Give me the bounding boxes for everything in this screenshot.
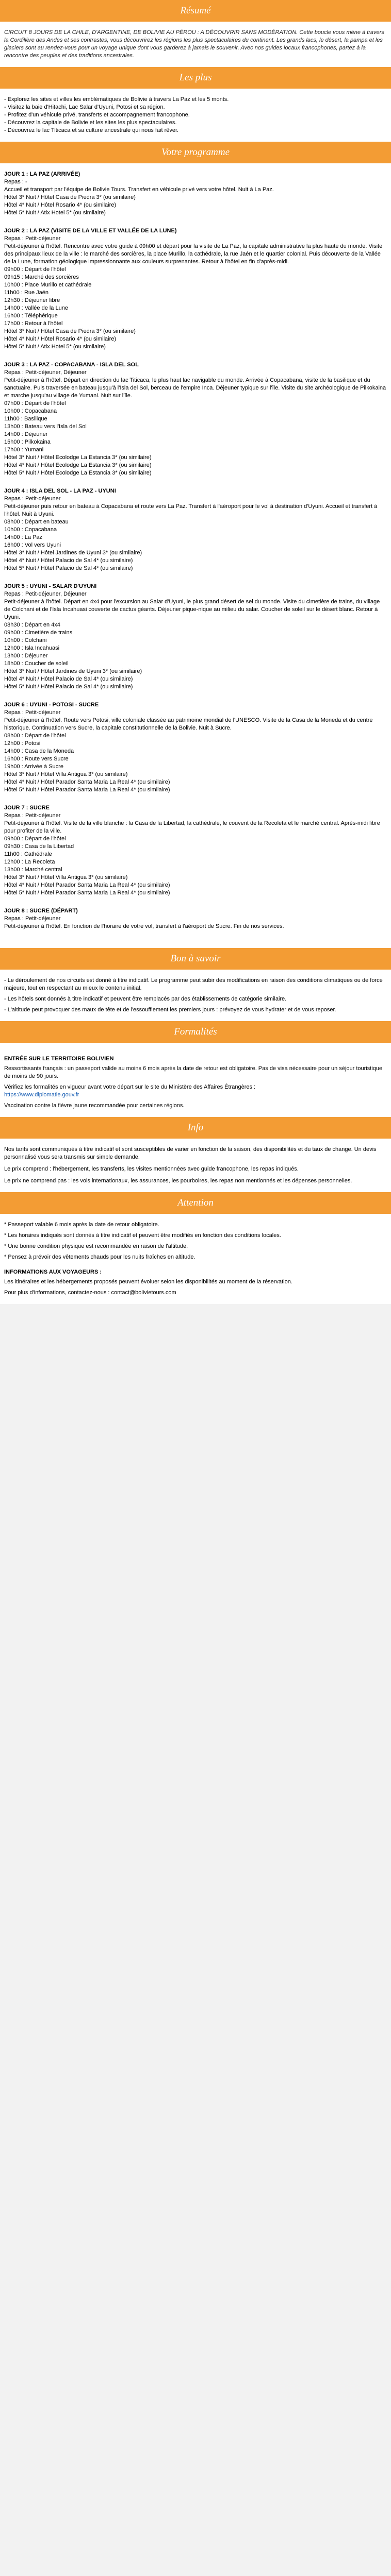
day-line: Repas : Petit-déjeuner [4, 916, 61, 922]
day-line: Accueil et transport par l'équipe de Bolivie Tours. Transfert en véhicule privé vers votre hôtel. Nuit à La Paz. [4, 187, 274, 193]
day-line: Hôtel 4* Nuit / Hôtel Parador Santa Maria La Real 4* (ou similaire) [4, 882, 170, 888]
attention-line: Pour plus d'informations, contactez-nous : contact@bolivietours.com [4, 1290, 176, 1296]
day-body [4, 590, 387, 691]
bon-line: - L'altitude peut provoquer des maux de tête et de l'essoufflement les premiers jours : prévoyez de vous hydrater et de vous reposer. [4, 1007, 336, 1013]
day-line: Hôtel 4* Nuit / Hôtel Rosario 4* (ou similaire) [4, 336, 117, 342]
day-line: 13h00 : Marché central [4, 867, 62, 873]
day-body [4, 178, 387, 217]
day-line: Petit-déjeuner à l'hôtel. Route vers Potosi, ville coloniale classée au patrimoine mondial de l'UNESCO. Visite de la Casa de la Moneda et du centre historique. Continuation vers Sucre, la capitale constitutionnelle de la Bolivie. Nuit à Sucre. [4, 717, 373, 731]
attention-line: * Passeport valable 6 mois après la date de retour obligatoire. [4, 1222, 159, 1228]
day-line: Petit-déjeuner puis retour en bateau à Copacabana et route vers La Paz. Transfert à l'aéroport pour le vol à destination d'Uyuni. Accueil et transfert à l'hôtel. Nuit à Uyuni. [4, 503, 378, 517]
day-body [4, 495, 387, 572]
day-body [4, 812, 387, 897]
day-line: Repas : Petit-déjeuner [4, 812, 61, 819]
day-line: 14h00 : La Paz [4, 534, 43, 540]
info-line: Le prix ne comprend pas : les vols internationaux, les assurances, les pourboires, les repas non mentionnés et les dépenses personnelles. [4, 1178, 352, 1184]
attention-line: * Les horaires indiqués sont donnés à titre indicatif et peuvent être modifiés en fonction des conditions locales. [4, 1232, 281, 1239]
section-header-resume: Résumé [0, 0, 391, 22]
day-line: Hôtel 4* Nuit / Hôtel Ecolodge La Estancia 3* (ou similaire) [4, 462, 152, 468]
day-line: Hôtel 3* Nuit / Hôtel Villa Antigua 3* (ou similaire) [4, 771, 128, 777]
formalites-line: Vaccination contre la fièvre jaune recommandée pour certaines régions. [4, 1103, 185, 1109]
bon-line: - Les hôtels sont donnés à titre indicatif et peuvent être remplacés par des établissements de catégorie similaire. [4, 996, 287, 1002]
day-title: JOUR 3 : LA PAZ - COPACABANA - ISLA DEL SOL [4, 362, 139, 368]
day-line: 13h00 : Bateau vers l'Isla del Sol [4, 423, 87, 430]
day-line: 17h00 : Retour à l'hôtel [4, 320, 63, 327]
day-line: Petit-déjeuner à l'hôtel. Départ en direction du lac Titicaca, le plus haut lac navigable du monde. Arrivée à Copacabana, visite de la basilique et du sanctuaire. Puis traversée en bateau jusqu'à l'Isla del Sol, berceau de l'empire Inca. Déjeuner typique sur l'île. Visite du site archéologique de Pilkokaina et marche jusqu'au village de Yumani. Nuit sur l'île. [4, 377, 386, 399]
resume-text [0, 22, 391, 67]
day-title: JOUR 2 : LA PAZ (VISITE DE LA VILLE ET VALLÉE DE LA LUNE) [4, 228, 177, 234]
day-line: Petit-déjeuner à l'hôtel. En fonction de l'horaire de votre vol, transfert à l'aéroport de Sucre. Fin de nos services. [4, 923, 284, 929]
day-line: Hôtel 4* Nuit / Hôtel Palacio de Sal 4* (ou similaire) [4, 557, 133, 564]
day-line: 12h30 : Déjeuner libre [4, 297, 60, 303]
day-line: Hôtel 5* Nuit / Hôtel Palacio de Sal 4* (ou similaire) [4, 684, 133, 690]
day-body [4, 915, 387, 930]
formalites-line: Ressortissants français : un passeport valide au moins 6 mois après la date de retour est obligatoire. Pas de visa nécessaire pour un séjour touristique de moins de 90 jours. [4, 1065, 383, 1079]
day-line: 11h00 : Cathédrale [4, 851, 52, 857]
day-line: Hôtel 5* Nuit / Atix Hotel 5* (ou similaire) [4, 344, 106, 350]
day-line: Hôtel 5* Nuit / Hôtel Ecolodge La Estancia 3* (ou similaire) [4, 470, 152, 476]
day-title: JOUR 7 : SUCRE [4, 805, 50, 811]
day-line: 10h00 : Colchani [4, 637, 47, 643]
bon-line: - Le déroulement de nos circuits est donné à titre indicatif. Le programme peut subir des modifications en raison des conditions climatiques ou de force majeure, tout en respectant au mieux le contenu initial. [4, 977, 383, 991]
section-header-bon: Bon à savoir [0, 948, 391, 970]
day-line: Petit-déjeuner à l'hôtel. Visite de la ville blanche : la Casa de la Libertad, la cathédrale, le couvent de la Recoleta et le marché central. Après-midi libre pour profiter de la ville. [4, 820, 380, 834]
day-line: Hôtel 3* Nuit / Hôtel Jardines de Uyuni 3* (ou similaire) [4, 668, 142, 674]
day-line: Hôtel 3* Nuit / Hôtel Casa de Piedra 3* (ou similaire) [4, 328, 136, 334]
day-line: Repas : Petit-déjeuner [4, 496, 61, 502]
page-footer [0, 1304, 391, 1319]
day-line: Repas : - [4, 179, 27, 185]
day-line: 10h00 : Copacabana [4, 408, 57, 414]
day-line: Hôtel 3* Nuit / Hôtel Jardines de Uyuni 3* (ou similaire) [4, 550, 142, 556]
day-line: Hôtel 5* Nuit / Atix Hotel 5* (ou similaire) [4, 210, 106, 216]
formalites-line: Vérifiez les formalités en vigueur avant votre départ sur le site du Ministère des Affaires Étrangères : [4, 1084, 256, 1090]
day-line: Repas : Petit-déjeuner, Déjeuner [4, 369, 87, 376]
plus-item: - Profitez d'un véhicule privé, transferts et accompagnement francophone. [4, 112, 190, 118]
day-title: JOUR 5 : UYUNI - SALAR D'UYUNI [4, 583, 97, 589]
day-title: JOUR 1 : LA PAZ (ARRIVÉE) [4, 171, 80, 177]
plus-item: - Explorez les sites et villes les emblématiques de Bolivie à travers La Paz et les 5 monts. [4, 96, 229, 103]
day-line: 08h00 : Départ en bateau [4, 519, 69, 525]
day-line: 14h00 : Casa de la Moneda [4, 748, 74, 754]
day-line: 15h00 : Pilkokaina [4, 439, 51, 445]
day-line: Hôtel 3* Nuit / Hôtel Casa de Piedra 3* (ou similaire) [4, 194, 136, 200]
day-title: JOUR 6 : UYUNI - POTOSI - SUCRE [4, 702, 99, 708]
day-line: 16h00 : Téléphérique [4, 313, 58, 319]
day-body [4, 235, 387, 351]
day-line: 12h00 : Potosi [4, 740, 41, 747]
day-line: Hôtel 5* Nuit / Hôtel Parador Santa Maria La Real 4* (ou similaire) [4, 890, 170, 896]
info-line: Nos tarifs sont communiqués à titre indicatif et sont susceptibles de varier en fonction de la saison, des disponibilités et du taux de change. Un devis personnalisé vous sera transmis sur simple demande. [4, 1146, 377, 1160]
day-line: Petit-déjeuner à l'hôtel. Départ en 4x4 pour l'excursion au Salar d'Uyuni, le plus grand désert de sel du monde. Visite du cimetière de trains, du village de Colchani et de l'Isla Incahuasi couverte de cactus géants. Déjeuner pique-nique au milieu du salar. Coucher de soleil sur le désert blanc. Retour à Uyuni. [4, 599, 380, 620]
day-line: Hôtel 4* Nuit / Hôtel Parador Santa Maria La Real 4* (ou similaire) [4, 779, 170, 785]
day-line: 12h00 : Isla Incahuasi [4, 645, 60, 651]
day-line: 11h00 : Basilique [4, 416, 47, 422]
day-line: Repas : Petit-déjeuner [4, 709, 61, 716]
programme-body [0, 163, 391, 948]
section-header-attention: Attention [0, 1192, 391, 1214]
day-line: Hôtel 3* Nuit / Hôtel Villa Antigua 3* (ou similaire) [4, 874, 128, 880]
day-line: Hôtel 5* Nuit / Hôtel Parador Santa Maria La Real 4* (ou similaire) [4, 787, 170, 793]
formalites-body [0, 1043, 391, 1117]
day-line: 18h00 : Coucher de soleil [4, 660, 69, 667]
day-line: 17h00 : Yumani [4, 447, 44, 453]
section-header-formalites: Formalités [0, 1021, 391, 1043]
attention-line: * Une bonne condition physique est recommandée en raison de l'altitude. [4, 1243, 188, 1249]
info-body [0, 1139, 391, 1192]
day-line: 14h00 : Vallée de la Lune [4, 305, 68, 311]
info-line: Le prix comprend : l'hébergement, les transferts, les visites mentionnées avec guide francophone, les repas indiqués. [4, 1166, 299, 1172]
day-body [4, 709, 387, 794]
attention-subtitle: INFORMATIONS AUX VOYAGEURS : [4, 1269, 102, 1275]
section-header-info: Info [0, 1117, 391, 1139]
day-line: Repas : Petit-déjeuner [4, 235, 61, 242]
day-title: JOUR 4 : ISLA DEL SOL - LA PAZ - UYUNI [4, 488, 116, 494]
day-line: 14h00 : Déjeuner [4, 431, 48, 437]
day-line: 08h30 : Départ en 4x4 [4, 622, 60, 628]
day-line: 10h00 : Place Murillo et cathédrale [4, 282, 92, 288]
day-line: 09h00 : Cimetière de trains [4, 630, 73, 636]
plus-list [0, 89, 391, 142]
day-line: 08h00 : Départ de l'hôtel [4, 733, 66, 739]
day-body [4, 369, 387, 477]
resume-paragraph: CIRCUIT 8 JOURS DE LA CHILE, D'ARGENTINE, DE BOLIVIE AU PÉROU : A DÉCOUVRIR SANS MODÉRATION. Cette boucle vous mène à travers la Cordillère des Andes et ses contrastes, vous découvrirez les régions les plus spectaculaires du continent. Les grands lacs, le désert, la pampa et les glaciers sont au rendez-vous pour un voyage unique dont vous garderez à jamais le souvenir. Avec nos guides locaux francophones, partez à la rencontre des peuples et des traditions ancestrales. [4, 29, 384, 59]
day-line: Petit-déjeuner à l'hôtel. Rencontre avec votre guide à 09h00 et départ pour la visite de La Paz, la capitale administrative la plus haute du monde. Visite des principaux lieux de la ville : le marché des sorcières, la place Murillo, la cathédrale, la rue Jaén et le quartier colonial. Puis découverte de la Vallée de la Lune, formation géologique impressionnante aux couleurs surprenantes. Retour à l'hôtel en fin d'après-midi. [4, 243, 383, 265]
day-line: 07h00 : Départ de l'hôtel [4, 400, 66, 406]
formalites-title: ENTRÉE SUR LE TERRITOIRE BOLIVIEN [4, 1056, 114, 1062]
day-line: Repas : Petit-déjeuner, Déjeuner [4, 591, 87, 597]
day-line: 09h15 : Marché des sorcières [4, 274, 79, 280]
bon-body [0, 970, 391, 1021]
day-line: 12h00 : La Recoleta [4, 859, 55, 865]
day-line: 16h00 : Route vers Sucre [4, 756, 69, 762]
day-title: JOUR 8 : SUCRE (DÉPART) [4, 908, 78, 914]
day-line: Hôtel 4* Nuit / Hôtel Palacio de Sal 4* (ou similaire) [4, 676, 133, 682]
attention-line: Les itinéraires et les hébergements proposés peuvent évoluer selon les disponibilités au moment de la réservation. [4, 1279, 292, 1285]
plus-item: - Découvrez la capitale de Bolivie et les sites les plus spectaculaires. [4, 120, 177, 126]
plus-item: - Visitez la baie d'Hitachi, Lac Salar d'Uyuni, Potosi et sa région. [4, 104, 165, 110]
section-header-plus: Les plus [0, 67, 391, 89]
plus-item: - Découvrez le lac Titicaca et sa culture ancestrale qui nous fait rêver. [4, 127, 179, 133]
day-line: Hôtel 5* Nuit / Hôtel Palacio de Sal 4* (ou similaire) [4, 565, 133, 571]
day-line: 09h00 : Départ de l'hôtel [4, 266, 66, 273]
day-line: 13h00 : Déjeuner [4, 653, 48, 659]
attention-line: * Pensez à prévoir des vêtements chauds pour les nuits fraîches en altitude. [4, 1254, 196, 1260]
day-line: 10h00 : Copacabana [4, 527, 57, 533]
day-line: 11h00 : Rue Jaén [4, 290, 49, 296]
section-header-programme: Votre programme [0, 142, 391, 163]
day-line: 16h00 : Vol vers Uyuni [4, 542, 61, 548]
diplomatie-link[interactable]: https://www.diplomatie.gouv.fr [4, 1092, 79, 1098]
day-line: Hôtel 3* Nuit / Hôtel Ecolodge La Estancia 3* (ou similaire) [4, 454, 152, 461]
day-line: 09h00 : Départ de l'hôtel [4, 836, 66, 842]
day-line: 09h30 : Casa de la Libertad [4, 843, 74, 850]
day-line: 19h00 : Arrivée à Sucre [4, 764, 63, 770]
attention-body [0, 1214, 391, 1304]
day-line: Hôtel 4* Nuit / Hôtel Rosario 4* (ou similaire) [4, 202, 117, 208]
